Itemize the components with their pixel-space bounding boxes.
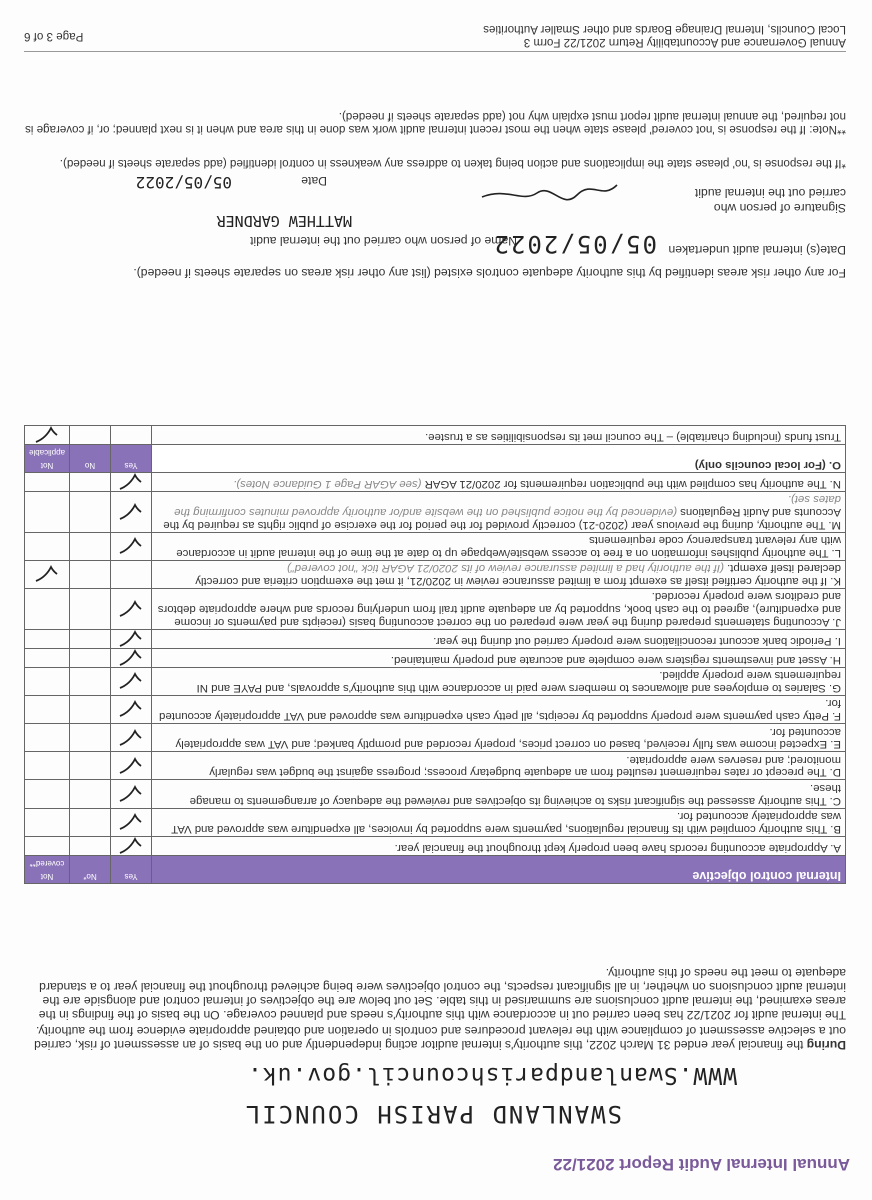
control-objective-text — [152, 808, 846, 836]
tick-cell-nc[interactable] — [25, 808, 70, 836]
handwritten-council-name: SWANLAND PARISH COUNCIL — [243, 1100, 622, 1128]
tick-cell-yes[interactable] — [111, 472, 152, 491]
objective-text: L. The authority publishes information on a free to access website/webpage up to date at the time of the internal audit in accordance with any relevant transparency code requirements — [176, 534, 841, 559]
date-label: Date — [301, 174, 327, 188]
tick-mark-icon — [118, 649, 144, 667]
control-objective-text — [152, 695, 846, 723]
table-header-row — [25, 855, 846, 883]
table-row — [25, 808, 846, 836]
local-header-yes: Yes — [111, 444, 152, 472]
tick-cell-yes[interactable] — [111, 629, 152, 648]
tick-cell-no[interactable] — [70, 808, 111, 836]
tick-cell-no[interactable] — [70, 667, 111, 695]
tick-mark-icon — [118, 785, 144, 803]
control-objective-text — [152, 491, 846, 532]
tick-cell-no[interactable] — [70, 648, 111, 667]
tick-mark-icon — [118, 473, 144, 491]
intro-text — [16, 964, 846, 1052]
local-header-not-applicable: Not applicable — [25, 444, 70, 472]
signature-label-1: Signature of person who — [713, 201, 846, 215]
table-row — [25, 560, 846, 588]
tick-mark-icon — [118, 837, 144, 855]
local-councils-header: O. (For local councils only) — [152, 444, 846, 472]
tick-mark-icon — [118, 729, 144, 747]
objective-text: I. Periodic bank account reconciliations were properly carried out during the year. — [433, 634, 841, 647]
control-objective-text — [152, 588, 846, 629]
tick-cell-no[interactable] — [70, 491, 111, 532]
tick-mark-icon — [118, 672, 144, 690]
tick-mark-icon — [118, 757, 144, 775]
table-row — [25, 425, 846, 444]
table-row — [25, 588, 846, 629]
table-row — [25, 752, 846, 780]
local-trust-funds-text: Trust funds (including charitable) – The council met its responsibilities as a trustee. — [152, 425, 846, 444]
tick-cell-yes[interactable] — [111, 667, 152, 695]
page-title: Annual Internal Audit Report 2021/22 — [553, 1155, 850, 1174]
tick-cell-yes[interactable] — [111, 648, 152, 667]
table-row — [25, 695, 846, 723]
control-objective-text — [152, 752, 846, 780]
tick-cell-no[interactable] — [70, 695, 111, 723]
tick-cell-yes[interactable] — [111, 752, 152, 780]
tick-mark-icon — [118, 600, 144, 618]
control-objective-text — [152, 836, 846, 855]
handwritten-audit-date: 05/05/2022 — [492, 230, 657, 258]
tick-cell-nc[interactable] — [25, 667, 70, 695]
intro-bold-lead: During — [806, 1038, 846, 1052]
objective-text: A. Appropriate accounting records have been properly kept throughout the financial year. — [394, 841, 841, 854]
auditor-name-label: Name of person who carried out the internal audit — [250, 234, 517, 248]
tick-cell-nc[interactable] — [25, 532, 70, 560]
local-na-cell[interactable] — [25, 425, 70, 444]
tick-cell-yes[interactable] — [111, 491, 152, 532]
table-header-yes: Yes — [111, 855, 152, 883]
tick-cell-no[interactable] — [70, 629, 111, 648]
tick-cell-yes[interactable] — [111, 780, 152, 808]
tick-cell-nc[interactable] — [25, 560, 70, 588]
objective-note: (If the authority had a limited assurance review of its 2020/21 AGAR tick "not covered") — [286, 562, 724, 575]
note-no-response: *If the response is 'no' please state the implications and action being taken to address any weakness in control identified (add separate sheets if needed). — [59, 157, 846, 170]
objective-text: E. Expected income was fully received, based on correct prices, properly recorded and promptly banked; and VAT was appropriately accounted for. — [175, 725, 841, 751]
tick-cell-yes[interactable] — [111, 588, 152, 629]
tick-mark-icon — [118, 630, 144, 648]
objective-text: K. If the authority certified itself as exempt from a limited assurance review in 2020/21, it met the exemption criteria and correctly declared itself exempt. — [195, 562, 841, 587]
tick-cell-nc[interactable] — [25, 695, 70, 723]
tick-mark-icon — [118, 503, 144, 521]
tick-cell-nc[interactable] — [25, 629, 70, 648]
control-objective-text — [152, 472, 846, 491]
table-header-objective: Internal control objective — [152, 855, 846, 883]
tick-cell-nc[interactable] — [25, 724, 70, 752]
tick-mark-icon — [34, 565, 60, 583]
tick-cell-no[interactable] — [70, 532, 111, 560]
tick-cell-nc[interactable] — [25, 491, 70, 532]
tick-cell-yes[interactable] — [111, 560, 152, 588]
tick-mark-icon — [34, 426, 60, 444]
tick-cell-yes[interactable] — [111, 532, 152, 560]
control-objective-text — [152, 629, 846, 648]
audit-dates-label: Date(s) internal audit undertaken — [668, 243, 846, 257]
local-councils-header-row — [25, 444, 846, 472]
footer-line-2: Local Councils, Internal Drainage Boards and other Smaller Authorities — [483, 23, 846, 36]
objective-note: (evidenced by the notice published on the website and/or authority approved minutes confirming the dates set). — [174, 493, 841, 518]
table-row — [25, 836, 846, 855]
auditor-signature — [472, 175, 622, 205]
objective-text: J. Accounting statements prepared during the year were prepared on the correct accounting basis (receipts and payments or income and expenditure), agreed to the cash book, supported by an adequate audit trail from underlying records and where appropriate debtors and creditors were properly recorded. — [157, 590, 841, 628]
table-row — [25, 629, 846, 648]
tick-cell-yes[interactable] — [111, 695, 152, 723]
table-row — [25, 780, 846, 808]
tick-cell-nc[interactable] — [25, 836, 70, 855]
objective-note: (see AGAR Page 1 Guidance Notes). — [233, 477, 422, 490]
table-row — [25, 491, 846, 532]
table-row — [25, 472, 846, 491]
signature-label-2: carried out the internal audit — [694, 186, 846, 200]
control-objective-text — [152, 780, 846, 808]
tick-cell-yes[interactable] — [111, 836, 152, 855]
page-number: Page 3 of 6 — [24, 30, 84, 43]
footer-line-1: Annual Governance and Accountability Return 2021/22 Form 3 — [523, 36, 846, 49]
control-objectives-table — [24, 425, 846, 884]
objective-text: N. The authority has complied with the publication requirements for 2020/21 AGAR — [424, 477, 841, 490]
handwritten-sign-date: 05/05/2022 — [135, 173, 232, 192]
local-header-no: No — [70, 444, 111, 472]
intro-paragraph-2: The internal audit for 2021/22 has been carried out in accordance with this authority's needs and planned coverage. On the basis of the findings in the areas examined, the internal audit conclusions are summarised in this table. Set out below are the objectives of internal control and alongside are the internal audit conclusions on whether, in all significant respects, the control objectives were being achieved throughout the financial year to a standard adequate to meet the needs of this authority. — [38, 966, 846, 1022]
page-footer — [24, 23, 846, 52]
tick-cell-nc[interactable] — [25, 648, 70, 667]
table-row — [25, 648, 846, 667]
table-header-not-covered: Not covered** — [25, 855, 70, 883]
control-objective-text — [152, 724, 846, 752]
note-not-covered: **Note: If the response is 'not covered' please state when the most recent internal audit work was done in this area and when it is next planned; or, if coverage is not required, the annual internal audit report must explain why not (add separate sheets if needed). — [25, 110, 846, 136]
tick-mark-icon — [118, 537, 144, 555]
tick-cell-no[interactable] — [70, 588, 111, 629]
objective-text: C. This authority assessed the significant risks to achieving its objectives and reviewed the adequacy of arrangements to manage these. — [189, 782, 841, 807]
tick-mark-icon — [118, 700, 144, 718]
tick-cell-no[interactable] — [70, 724, 111, 752]
table-header-no: No* — [70, 855, 111, 883]
tick-cell-no[interactable] — [70, 560, 111, 588]
control-objective-text — [152, 648, 846, 667]
handwritten-auditor-name: MATTHEW GARDNER — [216, 212, 352, 230]
objective-text: H. Asset and investments registers were complete and accurate and properly maintained. — [390, 653, 841, 666]
tick-cell-yes[interactable] — [111, 808, 152, 836]
local-yes-cell[interactable] — [111, 425, 152, 444]
objective-text: D. The precept or rates requirement resulted from an adequate budgetary process; progress against the budget was regularly monitored; and reserves were appropriate. — [209, 753, 841, 779]
table-row — [25, 667, 846, 695]
local-no-cell[interactable] — [70, 425, 111, 444]
tick-cell-nc[interactable] — [25, 752, 70, 780]
tick-cell-no[interactable] — [70, 472, 111, 491]
objective-text: B. This authority complied with its financial regulations, payments were supported by invoices, all expenditure was approved and VAT was appropriately accounted for. — [171, 810, 841, 835]
tick-cell-nc[interactable] — [25, 472, 70, 491]
tick-cell-no[interactable] — [70, 752, 111, 780]
objective-text: G. Salaries to employees and allowances to members were paid in accordance with this authority's approvals, and PAYE and NI requirements were properly applied. — [196, 669, 841, 694]
table-row — [25, 532, 846, 560]
objective-text: F. Petty cash payments were properly supported by receipts, all petty cash expenditure was approved and VAT appropriately accounted for. — [159, 697, 841, 723]
tick-cell-no[interactable] — [70, 836, 111, 855]
tick-mark-icon — [118, 813, 144, 831]
control-objective-text — [152, 667, 846, 695]
tick-cell-nc[interactable] — [25, 588, 70, 629]
handwritten-website: WWW.Swanlandparishcouncil.gov.uk. — [247, 1062, 737, 1088]
control-objective-text — [152, 532, 846, 560]
tick-cell-yes[interactable] — [111, 724, 152, 752]
control-objective-text — [152, 560, 846, 588]
intro-paragraph-1: the financial year ended 31 March 2022, this authority's internal auditor acting independently and on the basis of an assessment of risk, carried out a selective assessment of compliance with the relevant procedures and controls in operation and obtained appropriate evidence from the authority. — [34, 1024, 846, 1052]
table-row — [25, 724, 846, 752]
other-risks-text: For any other risk areas identified by this authority adequate controls existed (list any other risk areas on separate sheets if needed). — [133, 266, 846, 280]
objective-text: M. The authority, during the previous year (2020-21) correctly provided for the period for the exercise of public rights as required by the Accounts and Audit Regulations — [163, 505, 841, 531]
tick-cell-no[interactable] — [70, 780, 111, 808]
tick-cell-nc[interactable] — [25, 780, 70, 808]
